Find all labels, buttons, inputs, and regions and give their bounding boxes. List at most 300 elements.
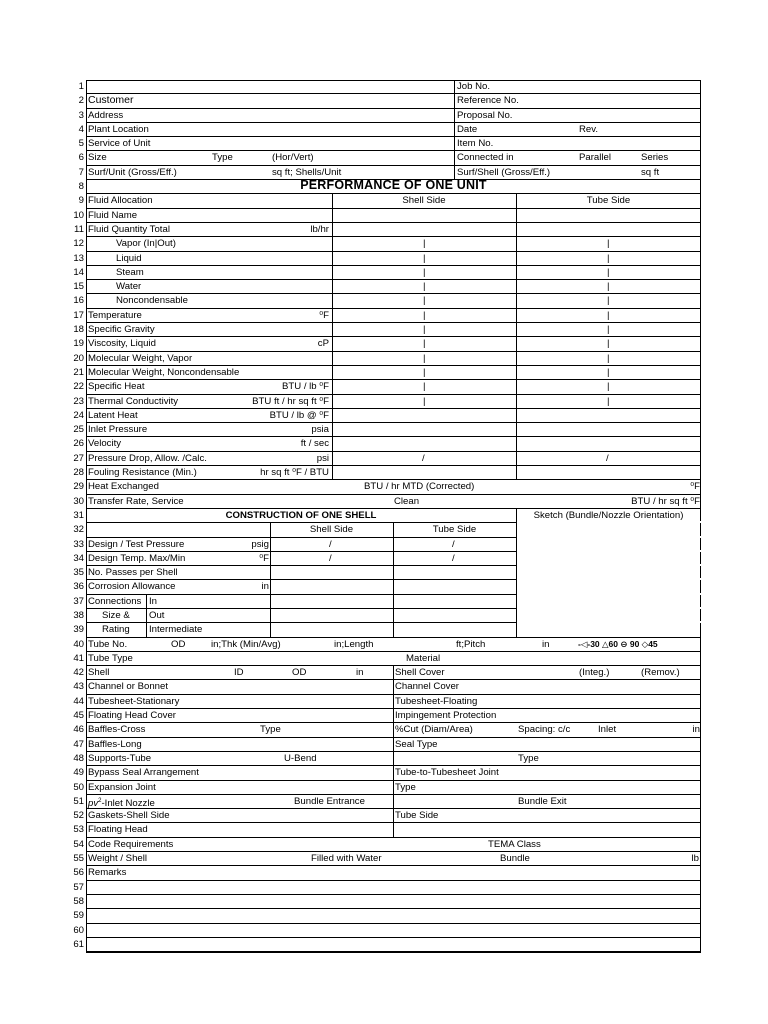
support-type-label: Type [518, 752, 539, 764]
row-cells[interactable] [86, 452, 701, 466]
line-number: 57 [73, 881, 84, 893]
line-number: 38 [73, 609, 84, 621]
noncondensable-label: Noncondensable [116, 295, 189, 307]
row-cells[interactable] [86, 109, 701, 123]
mtd-unit: ⁰F [690, 481, 700, 493]
row-cells[interactable] [86, 623, 701, 637]
cell-divider [516, 309, 517, 323]
row-cells[interactable] [86, 180, 701, 194]
form-row [0, 666, 768, 680]
form-row [0, 838, 768, 852]
line-number: 34 [73, 552, 84, 564]
row-cells[interactable] [86, 437, 701, 451]
line-number: 32 [73, 524, 84, 536]
line-number: 48 [73, 752, 84, 764]
rev-label: Rev. [579, 123, 599, 135]
form-row [0, 938, 768, 952]
separator: | [607, 352, 610, 364]
cell-divider [516, 395, 517, 409]
gaskets-right-label: Tube Side [395, 810, 439, 822]
form-row [0, 80, 768, 94]
line-number: 41 [73, 652, 84, 664]
row-cells[interactable] [86, 866, 701, 880]
service-label: Service of Unit [88, 138, 151, 150]
cut-label: %Cut (Diam/Area) [395, 724, 473, 736]
cell-divider [393, 695, 394, 709]
form-row [0, 809, 768, 823]
latent-heat-unit: BTU / lb @ ⁰F [269, 409, 329, 421]
connected-in-label: Connected in [457, 152, 514, 164]
line-number: 15 [73, 281, 84, 293]
cell-divider [332, 380, 333, 394]
form-row [0, 881, 768, 895]
shell-side-header: Shell Side [402, 195, 446, 207]
line-number: 29 [73, 481, 84, 493]
row-cells[interactable] [86, 580, 701, 594]
row-cells[interactable] [86, 609, 701, 623]
separator: / [452, 538, 455, 550]
form-row [0, 223, 768, 237]
form-row [0, 852, 768, 866]
separator: / [606, 452, 609, 464]
row-cells[interactable] [86, 709, 701, 723]
cell-divider [393, 709, 394, 723]
cell-divider [393, 580, 394, 594]
cell-divider [332, 323, 333, 337]
connection-out-label: Out [149, 609, 165, 621]
cell-divider [516, 466, 517, 480]
line-number: 1 [78, 81, 84, 92]
separator: | [607, 309, 610, 321]
line-number: 54 [73, 838, 84, 850]
row-cells[interactable] [86, 509, 701, 523]
line-number: 27 [73, 452, 84, 464]
form-row [0, 795, 768, 809]
line-number: 58 [73, 895, 84, 907]
row-cells[interactable] [86, 337, 701, 351]
pv-superscript: 2 [98, 797, 102, 804]
form-row [0, 395, 768, 409]
row-cells[interactable] [86, 380, 701, 394]
row-cells[interactable] [86, 94, 701, 108]
design-temp-unit: ⁰F [259, 552, 269, 564]
cell-divider [146, 609, 147, 623]
line-number: 17 [73, 309, 84, 321]
row-cells[interactable] [86, 538, 701, 552]
form-row [0, 638, 768, 652]
bundle-exit-label: Bundle Exit [518, 795, 567, 807]
form-row [0, 709, 768, 723]
separator: | [607, 295, 610, 307]
specific-gravity-label: Specific Gravity [88, 324, 155, 336]
thermal-conductivity-label: Thermal Conductivity [88, 395, 179, 407]
form-row [0, 623, 768, 637]
cell-divider [393, 723, 394, 737]
bypass-seal-label: Bypass Seal Arrangement [88, 767, 199, 779]
mtd-label: BTU / hr MTD (Corrected) [364, 481, 475, 493]
specific-heat-label: Specific Heat [88, 381, 145, 393]
line-number: 26 [73, 438, 84, 450]
row-cells[interactable] [86, 495, 701, 509]
form-row [0, 337, 768, 351]
form-row [0, 695, 768, 709]
row-cells[interactable] [86, 781, 701, 795]
integ-label: (Integ.) [579, 667, 610, 679]
material-label: Material [406, 652, 441, 664]
remarks-label: Remarks [88, 867, 127, 879]
parallel-label: Parallel [579, 152, 611, 164]
cell-divider [393, 609, 394, 623]
row-cells[interactable] [86, 395, 701, 409]
cell-divider [146, 623, 147, 637]
row-cells[interactable] [86, 566, 701, 580]
row-cells[interactable] [86, 237, 701, 251]
form-row [0, 552, 768, 566]
tube-side-col: Tube Side [432, 524, 477, 536]
row-cells[interactable] [86, 151, 701, 165]
line-number: 50 [73, 781, 84, 793]
form-row [0, 409, 768, 423]
form-row [0, 309, 768, 323]
tube-pattern-label: -◁-30 △60 ⊖ 90 ◇45 [578, 638, 658, 649]
separator: | [423, 309, 426, 321]
line-number: 3 [78, 109, 84, 121]
row-cells[interactable] [86, 309, 701, 323]
cell-divider [516, 352, 517, 366]
cell-divider [516, 294, 517, 308]
row-cells[interactable] [86, 809, 701, 823]
form-row [0, 366, 768, 380]
transfer-rate-unit: BTU / hr sq ft ⁰F [631, 495, 700, 507]
form-row [0, 94, 768, 108]
form-row [0, 452, 768, 466]
tube-od-label: OD [171, 638, 186, 650]
separator: | [607, 324, 610, 336]
row-cells[interactable] [86, 881, 701, 895]
cell-divider [332, 452, 333, 466]
separator: | [423, 338, 426, 350]
row-cells[interactable] [86, 838, 701, 852]
cell-divider [393, 623, 394, 637]
design-temp-label: Design Temp. Max/Min [88, 552, 186, 564]
thermal-conductivity-unit: BTU ft / hr sq ft ⁰F [252, 395, 329, 407]
cell-divider [270, 580, 271, 594]
row-cells[interactable] [86, 209, 701, 223]
performance-title: PERFORMANCE OF ONE UNIT [300, 178, 487, 193]
cell-divider [516, 209, 517, 223]
line-number: 8 [78, 181, 84, 193]
form-row [0, 580, 768, 594]
shell-in-label: in [356, 667, 364, 679]
row-cells[interactable] [86, 680, 701, 694]
row-cells[interactable] [86, 123, 701, 137]
row-cells[interactable] [86, 638, 701, 652]
line-number: 10 [73, 209, 84, 221]
cell-divider [332, 280, 333, 294]
row-cells[interactable] [86, 852, 701, 866]
expansion-joint-label: Expansion Joint [88, 781, 156, 793]
form-row [0, 895, 768, 909]
latent-heat-label: Latent Heat [88, 409, 138, 421]
separator: | [423, 324, 426, 336]
date-label: Date [457, 123, 478, 135]
row-cells[interactable] [86, 366, 701, 380]
form-row [0, 909, 768, 923]
cell-divider [270, 566, 271, 580]
separator: | [423, 252, 426, 264]
tubesheet-right-label: Tubesheet-Floating [395, 695, 478, 707]
velocity-label: Velocity [88, 438, 122, 450]
cell-divider [393, 781, 394, 795]
row-cells[interactable] [86, 194, 701, 208]
row-cells[interactable] [86, 924, 701, 938]
size-rating-label: Size & [102, 609, 130, 621]
row-cells[interactable] [86, 523, 701, 537]
line-number: 25 [73, 424, 84, 436]
form-row [0, 466, 768, 480]
shell-side-col: Shell Side [309, 524, 354, 536]
row-cells[interactable] [86, 909, 701, 923]
cell-divider [393, 809, 394, 823]
separator: | [423, 381, 426, 393]
spacing-label: Spacing: c/c [518, 724, 571, 736]
baffle-type-label: Type [260, 724, 281, 736]
form-row [0, 609, 768, 623]
cell-divider [332, 423, 333, 437]
tube-no-label: Tube No. [88, 638, 128, 650]
floating-head-label: Floating Head [88, 824, 148, 836]
row-cells[interactable] [86, 352, 701, 366]
cell-divider [146, 595, 147, 609]
form-row [0, 352, 768, 366]
cell-divider [454, 109, 455, 123]
cell-divider [332, 395, 333, 409]
row-cells[interactable] [86, 666, 701, 680]
fouling-resistance-label: Fouling Resistance (Min.) [88, 467, 197, 479]
row-cells[interactable] [86, 738, 701, 752]
line-number: 21 [73, 366, 84, 378]
line-number: 55 [73, 853, 84, 865]
row-cells[interactable] [86, 294, 701, 308]
lb-label: lb [691, 853, 699, 865]
line-number: 40 [73, 638, 84, 650]
vapor-label: Vapor (In|Out) [116, 238, 176, 250]
cell-divider [332, 309, 333, 323]
cell-divider [270, 552, 271, 566]
row-cells[interactable] [86, 323, 701, 337]
surf-unit-label: Surf/Unit (Gross/Eff.) [88, 166, 177, 178]
pv-symbol: pv [88, 798, 99, 810]
form-row [0, 252, 768, 266]
temperature-unit: ⁰F [319, 309, 329, 321]
cell-divider [516, 452, 517, 466]
fluid-name-label: Fluid Name [88, 209, 138, 221]
cell-divider [454, 151, 455, 165]
mw-noncond-label: Molecular Weight, Noncondensable [88, 366, 240, 378]
row-cells[interactable] [86, 223, 701, 237]
proposal-no-label: Proposal No. [457, 109, 513, 121]
line-number: 53 [73, 824, 84, 836]
baffles-long-right-label: Seal Type [395, 738, 438, 750]
line-number: 33 [73, 538, 84, 550]
line-number: 35 [73, 567, 84, 579]
row-cells[interactable] [86, 266, 701, 280]
form-row [0, 137, 768, 151]
pitch-in-label: in [542, 638, 550, 650]
row-cells[interactable] [86, 466, 701, 480]
row-cells[interactable] [86, 252, 701, 266]
baffles-cross-label: Baffles-Cross [88, 724, 146, 736]
separator: | [607, 366, 610, 378]
line-number: 30 [73, 495, 84, 507]
line-number: 37 [73, 595, 84, 607]
fluid-allocation-label: Fluid Allocation [88, 195, 153, 207]
viscosity-unit: cP [317, 338, 329, 350]
form-row [0, 423, 768, 437]
row-cells[interactable] [86, 652, 701, 666]
line-number: 59 [73, 910, 84, 922]
separator: | [423, 295, 426, 307]
surf-shell-label: Surf/Shell (Gross/Eff.) [457, 166, 551, 178]
velocity-unit: ft / sec [300, 438, 329, 450]
row-cells[interactable] [86, 823, 701, 837]
form-row [0, 680, 768, 694]
row-cells[interactable] [86, 938, 701, 952]
cell-divider [516, 380, 517, 394]
form-row [0, 538, 768, 552]
row-cells[interactable] [86, 595, 701, 609]
address-label: Address [88, 109, 124, 121]
line-number: 16 [73, 295, 84, 307]
cell-divider [516, 237, 517, 251]
row-cells[interactable] [86, 409, 701, 423]
fouling-resistance-unit: hr sq ft ⁰F / BTU [260, 467, 329, 479]
row-cells[interactable] [86, 80, 701, 94]
ubend-label: U-Bend [284, 752, 317, 764]
cell-divider [454, 123, 455, 137]
row-cells[interactable] [86, 423, 701, 437]
cell-divider [516, 337, 517, 351]
remov-label: (Remov.) [641, 667, 680, 679]
cell-divider [270, 623, 271, 637]
bundle-label: Bundle [500, 853, 530, 865]
shell-label: Shell [88, 667, 110, 679]
inlet-pressure-unit: psia [311, 424, 329, 436]
inlet-nozzle-text: -Inlet Nozzle [101, 798, 155, 810]
tube-type-label: Tube Type [88, 652, 133, 664]
line-number: 5 [78, 138, 84, 150]
corrosion-label: Corrosion Allowance [88, 581, 176, 593]
pv2-inlet-nozzle-label [88, 795, 155, 810]
cell-divider [516, 323, 517, 337]
cell-divider [393, 595, 394, 609]
type-label: Type [212, 152, 233, 164]
cell-divider [332, 366, 333, 380]
cell-divider [332, 352, 333, 366]
specific-heat-unit: BTU / lb ⁰F [281, 381, 329, 393]
floating-head-cover-right-label: Impingement Protection [395, 710, 497, 722]
separator: / [422, 452, 425, 464]
line-number: 4 [78, 123, 84, 135]
cell-divider [270, 609, 271, 623]
construction-title: CONSTRUCTION OF ONE SHELL [225, 509, 377, 521]
cell-divider [393, 566, 394, 580]
length-label: in;Length [334, 638, 374, 650]
line-number: 20 [73, 352, 84, 364]
cell-divider [516, 280, 517, 294]
floating-head-cover-label: Floating Head Cover [88, 710, 176, 722]
separator: | [423, 366, 426, 378]
row-cells[interactable] [86, 480, 701, 494]
form-row [0, 924, 768, 938]
viscosity-label: Viscosity, Liquid [88, 338, 156, 350]
line-number: 39 [73, 624, 84, 636]
row-cells[interactable] [86, 723, 701, 737]
cell-divider [393, 538, 394, 552]
steam-label: Steam [116, 266, 144, 278]
row-cells[interactable] [86, 137, 701, 151]
cell-divider [332, 294, 333, 308]
cell-divider [516, 623, 517, 637]
corrosion-unit: in [261, 581, 269, 593]
cell-divider [332, 466, 333, 480]
cell-divider [516, 423, 517, 437]
connection-intermediate-label: Intermediate [149, 624, 203, 636]
line-number: 11 [74, 223, 84, 235]
pitch-label: ft;Pitch [456, 638, 486, 650]
row-cells[interactable] [86, 752, 701, 766]
separator: | [607, 281, 610, 293]
line-number: 2 [78, 95, 84, 107]
line-number: 45 [73, 710, 84, 722]
cell-divider [516, 409, 517, 423]
connections-label: Connections [88, 595, 142, 607]
separator: / [329, 552, 332, 564]
hor-vert-label: (Hor/Vert) [272, 152, 314, 164]
line-number: 52 [73, 810, 84, 822]
clean-label: Clean [394, 495, 420, 507]
sqft-label: sq ft [641, 166, 660, 178]
row-cells[interactable] [86, 766, 701, 780]
spec-sheet [0, 80, 768, 952]
cell-divider [516, 437, 517, 451]
line-number: 23 [73, 395, 84, 407]
line-number: 31 [73, 509, 84, 521]
sqft-shells-label: sq ft; Shells/Unit [272, 166, 342, 178]
row-cells[interactable] [86, 280, 701, 294]
form-row [0, 652, 768, 666]
separator: / [452, 552, 455, 564]
cell-divider [393, 680, 394, 694]
row-cells[interactable] [86, 695, 701, 709]
row-cells[interactable] [86, 552, 701, 566]
separator: | [607, 238, 610, 250]
filled-water-label: Filled with Water [311, 853, 382, 865]
cell-divider [393, 766, 394, 780]
form-row [0, 266, 768, 280]
fluid-quantity-unit: lb/hr [310, 223, 329, 235]
weight-shell-label: Weight / Shell [88, 853, 148, 865]
row-cells[interactable] [86, 895, 701, 909]
row-cells[interactable] [86, 795, 701, 809]
cell-divider [454, 80, 455, 94]
form-row [0, 495, 768, 509]
supports-tube-label: Supports-Tube [88, 752, 152, 764]
line-number: 13 [73, 252, 84, 264]
form-row [0, 380, 768, 394]
series-label: Series [641, 152, 669, 164]
line-number: 18 [73, 324, 84, 336]
